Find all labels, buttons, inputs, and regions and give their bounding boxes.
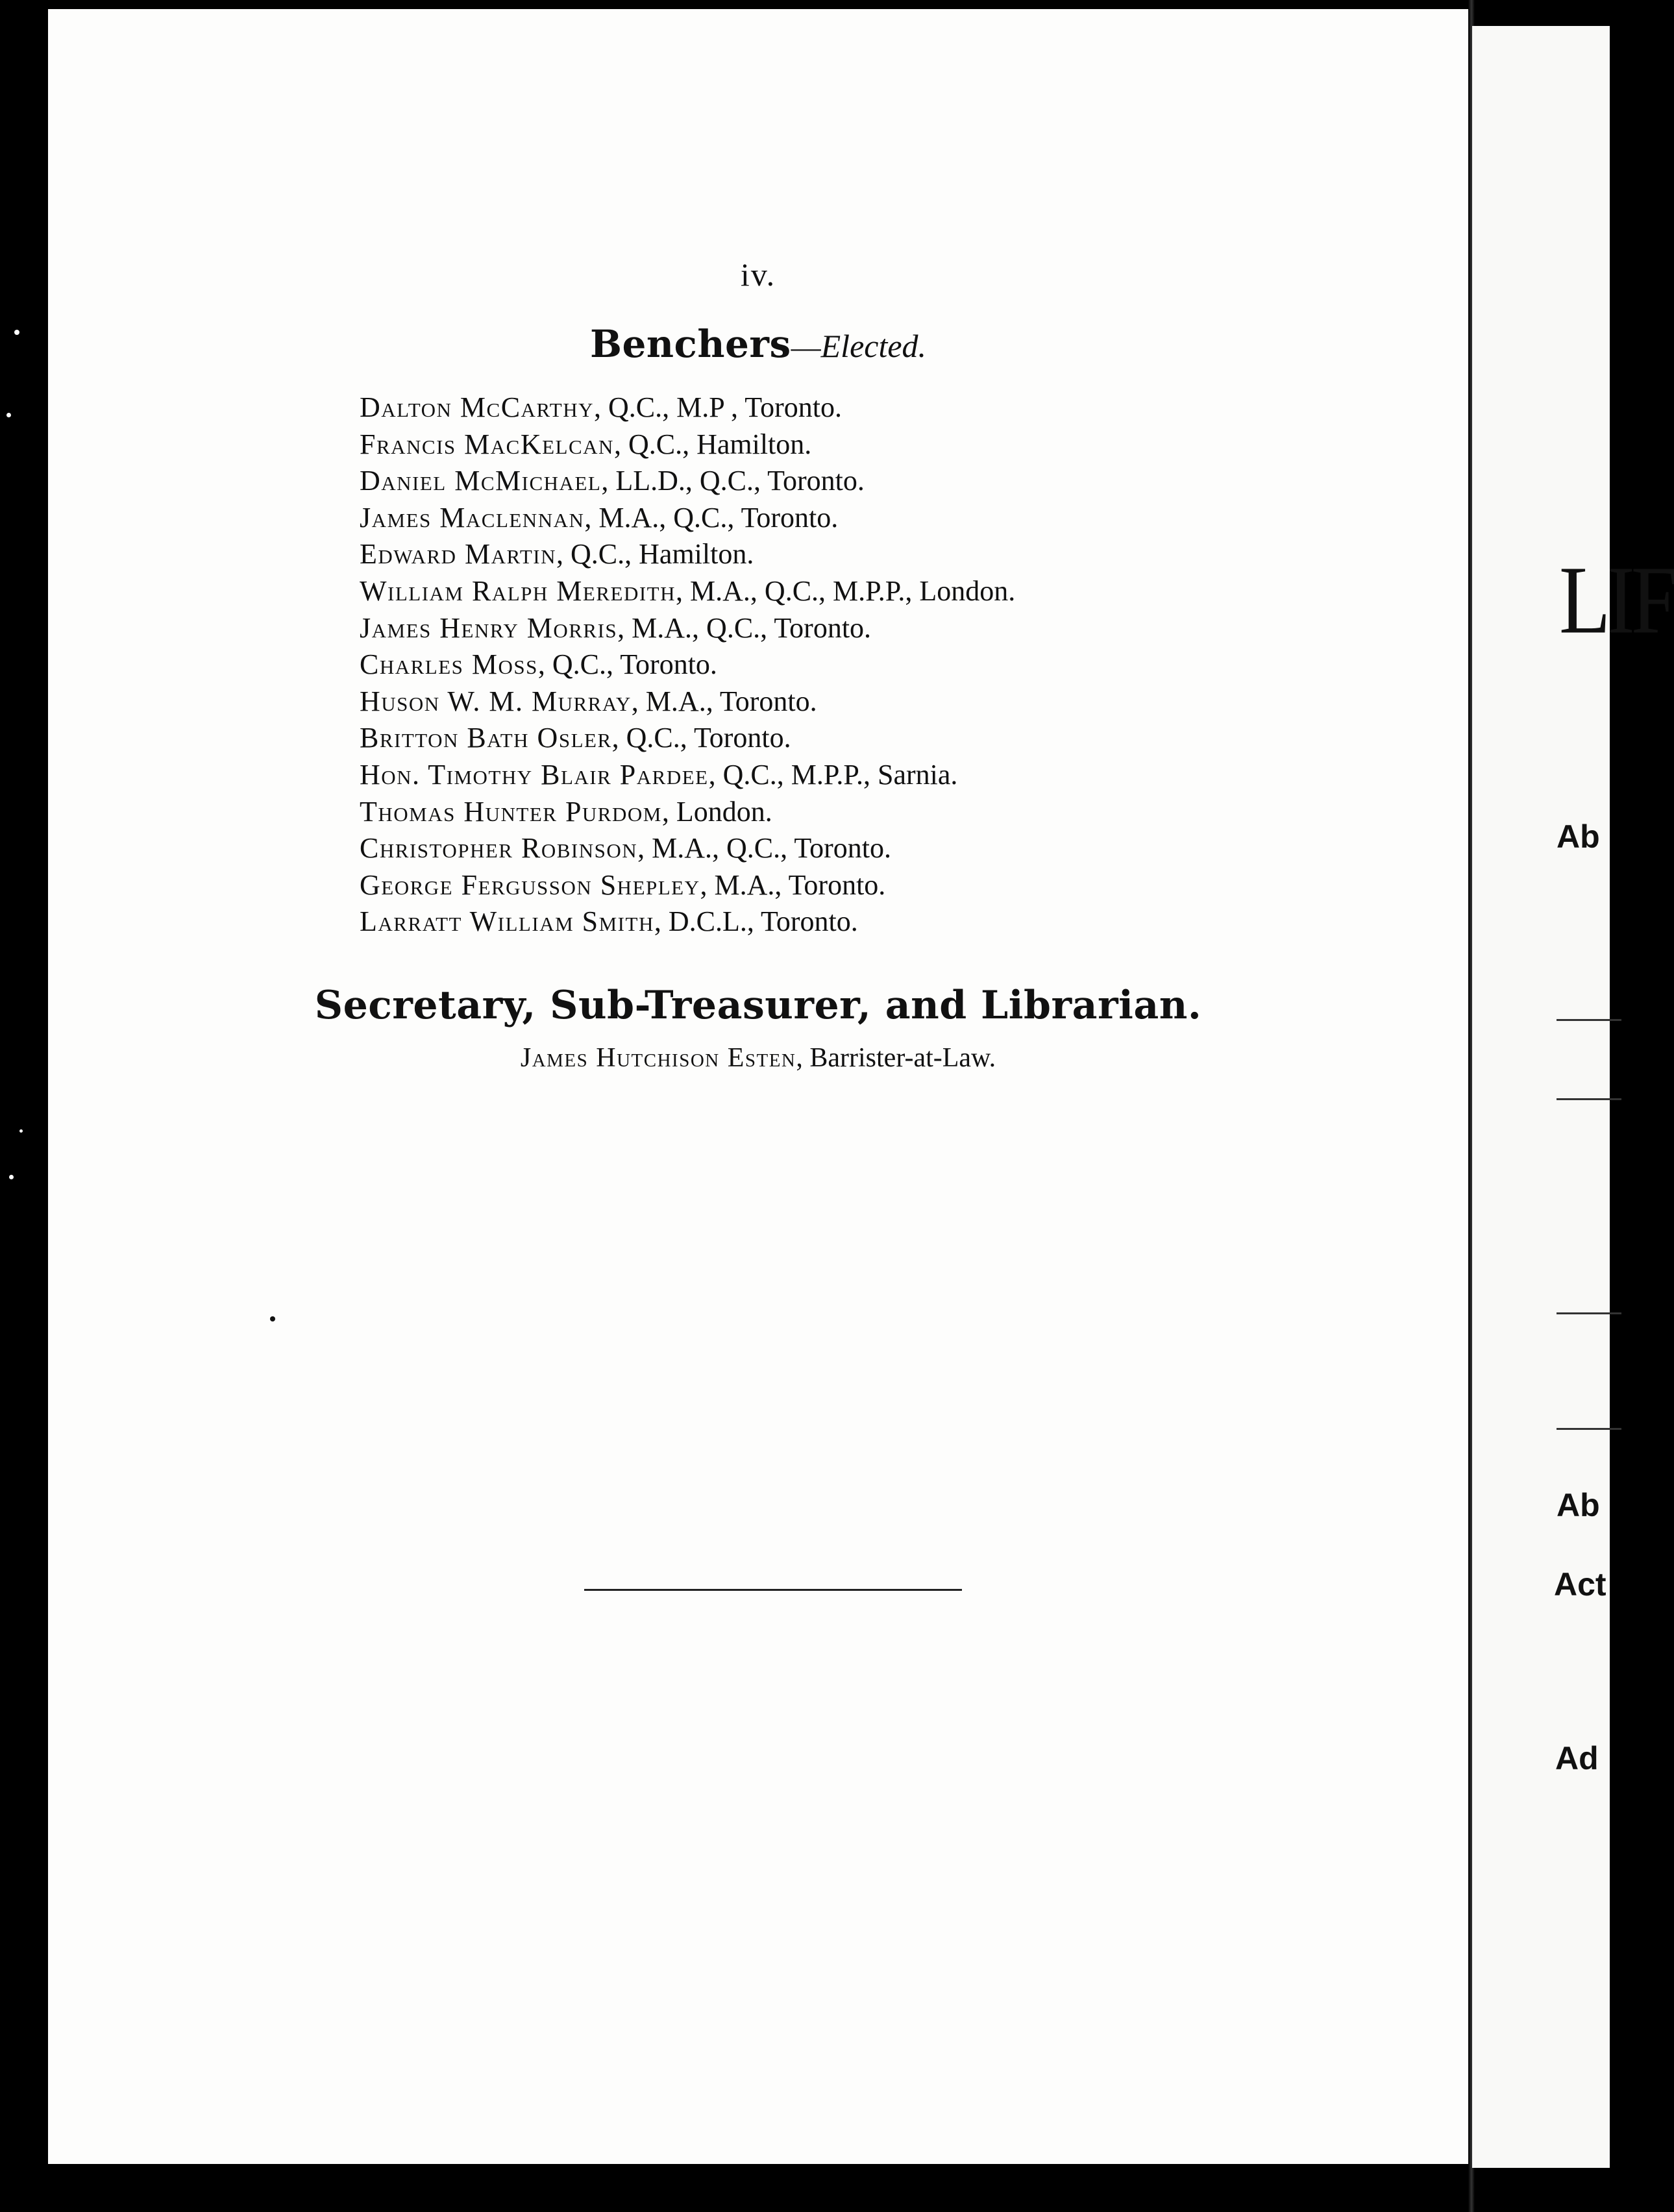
closing-rule [584,1589,962,1591]
bencher-name: Francis MacKelcan [360,428,614,460]
list-item [360,426,1015,463]
bencher-name: Edward Martin [360,538,557,571]
bencher-detail: , LL.D., Q.C., Toronto. [601,465,865,497]
scan-speck [9,1175,14,1179]
bencher-name: Dalton McCarthy [360,391,594,423]
bencher-name: Christopher Robinson [360,832,638,865]
bencher-name: Charles Moss [360,648,538,681]
facing-rule [1557,1098,1621,1100]
list-item [360,573,1015,610]
bencher-detail: , M.A., Q.C., Toronto. [584,501,839,534]
bencher-detail: , Q.C., Hamilton. [613,428,812,460]
bencher-detail: , M.A., Toronto. [700,868,886,901]
benchers-heading [48,322,1468,366]
list-item [360,646,1015,683]
bencher-name: George Fergusson Shepley [360,868,700,901]
bencher-name: Thomas Hunter Purdom [360,795,662,828]
secretary-heading [48,983,1468,1028]
facing-fragment: Ab [1557,818,1600,855]
bencher-name: William Ralph Meredith [360,574,676,607]
bencher-detail: , M.A., Toronto. [631,685,817,717]
bencher-name: Huson W. M. Murray [360,685,632,717]
list-item [360,610,1015,647]
bencher-name: Britton Bath Osler [360,722,612,754]
list-item [360,463,1015,500]
facing-fragment: Ab [1557,1487,1600,1523]
bencher-name: James Maclennan [360,501,585,534]
bencher-detail: , Q.C., M.P.P., Sarnia. [708,758,958,791]
benchers-title: Benchers [589,322,791,366]
bencher-detail: , London. [661,795,772,828]
facing-rule [1557,1019,1621,1021]
bencher-name: Daniel McMichael [360,465,602,497]
bencher-detail: , Q.C., Hamilton. [556,538,754,571]
bencher-detail: , Q.C., Toronto. [611,722,791,754]
secretary-detail: , Barrister-at-Law. [796,1043,996,1073]
list-item [360,536,1015,573]
bencher-name: Larratt William Smith [360,905,654,938]
secretary-name: James Hutchison Esten [520,1043,796,1073]
bencher-detail: , D.C.L., Toronto. [654,905,858,938]
facing-fragment: Ad [1555,1740,1599,1776]
facing-rule [1557,1312,1621,1314]
list-item [360,500,1015,537]
list-item [360,389,1015,426]
benchers-list [360,389,1015,940]
list-item [360,903,1015,940]
secretary-line [48,1042,1468,1074]
list-item [360,867,1015,904]
bencher-detail: , M.A., Q.C., Toronto. [617,611,872,644]
list-item [360,757,1015,794]
list-item [360,830,1015,867]
page-number: iv. [740,256,776,293]
facing-page [1472,26,1674,2168]
list-item [360,794,1015,831]
bencher-detail: , M.A., Q.C., M.P.P., London. [676,574,1016,607]
heading-dash: — [791,330,821,363]
bencher-name: Hon. Timothy Blair Pardee [360,758,709,791]
list-item [360,720,1015,757]
scan-speck [14,330,19,335]
facing-title-fragment: LIF [1559,547,1674,654]
bencher-detail: , Q.C., M.P , Toronto. [593,391,842,423]
document-page [48,9,1468,2164]
facing-fragment: Act [1554,1566,1606,1603]
benchers-subtitle: Elected. [820,328,927,364]
list-item [360,683,1015,720]
bencher-detail: , M.A., Q.C., Toronto. [637,832,892,865]
facing-rule [1557,1428,1621,1430]
ink-speck [270,1316,275,1321]
scan-speck [6,413,11,417]
secretary-title: Secretary, Sub-Treasurer, and Librarian. [314,983,1202,1028]
scan-speck [19,1129,23,1133]
bencher-name: James Henry Morris [360,611,618,644]
bencher-detail: , Q.C., Toronto. [537,648,717,681]
